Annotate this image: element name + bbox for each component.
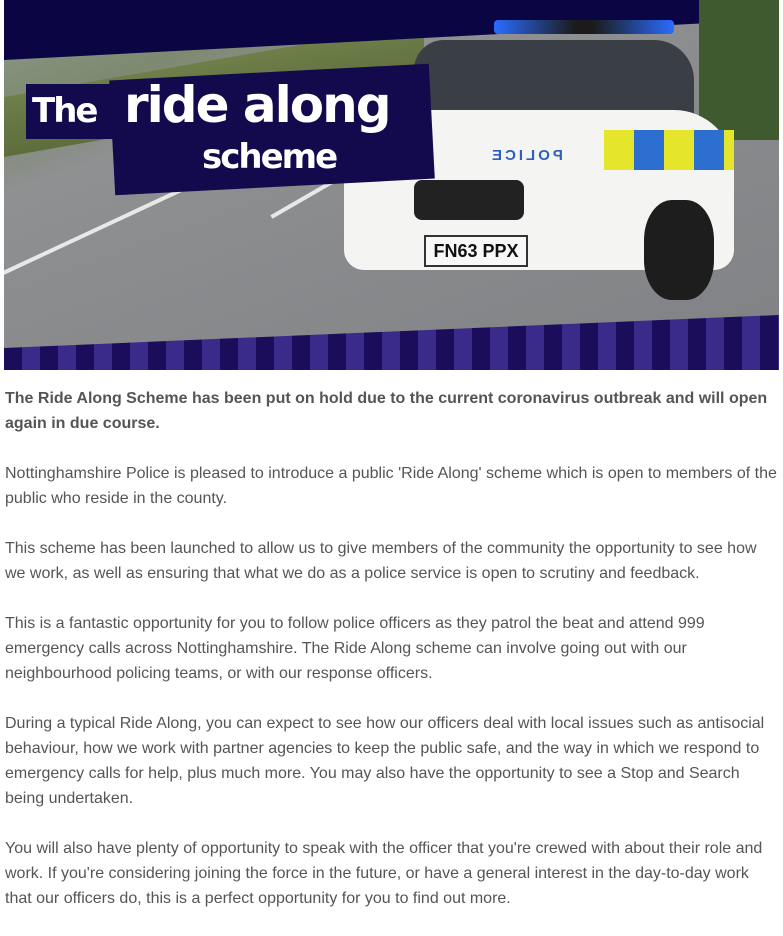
article-body <box>5 386 777 936</box>
logo-text: scheme <box>202 137 337 177</box>
logo-text: The <box>32 91 97 131</box>
paragraph: You will also have plenty of opportunity to speak with the officer that you're crewed with about their role and work. If you're considering joining the force in the future, or have a general interest in the day-to-day work that our officers do, this is a perfect opportunity for you to find out more. <box>5 840 763 907</box>
number-plate: FN63 PPX <box>424 235 528 267</box>
paragraph: This is a fantastic opportunity for you to follow police officers as they patrol the beat and attend 999 emergency calls across Nottinghamshire. The Ride Along scheme can involve going out with our neighbourhood policing teams, or with our response officers. <box>5 615 705 682</box>
checker-band <box>4 315 779 370</box>
notice-paragraph: The Ride Along Scheme has been put on hold due to the current coronavirus outbreak and will open again in due course. <box>5 390 768 432</box>
paragraph: Nottinghamshire Police is pleased to introduce a public 'Ride Along' scheme which is open to members of the public who reside in the county. <box>5 465 777 507</box>
light-bar <box>494 20 674 34</box>
car-police-text: POLICE <box>489 147 563 164</box>
battenburg-stripe <box>604 130 734 170</box>
logo-text: ride along <box>124 76 390 134</box>
paragraph: During a typical Ride Along, you can expect to see how our officers deal with local issues such as antisocial behaviour, how we work with partner agencies to keep the public safe, and the way in which we respond to emergency calls for help, plus much more. You may also have the opportunity to see a Stop and Search being undertaken. <box>5 715 765 807</box>
car-wheel <box>644 200 714 300</box>
car-grille <box>414 180 524 220</box>
paragraph: This scheme has been launched to allow us to give members of the community the opportunity to see how we work, as well as ensuring that what we do as a police service is open to scrutiny and feedback. <box>5 540 757 582</box>
hero-image <box>4 0 779 370</box>
